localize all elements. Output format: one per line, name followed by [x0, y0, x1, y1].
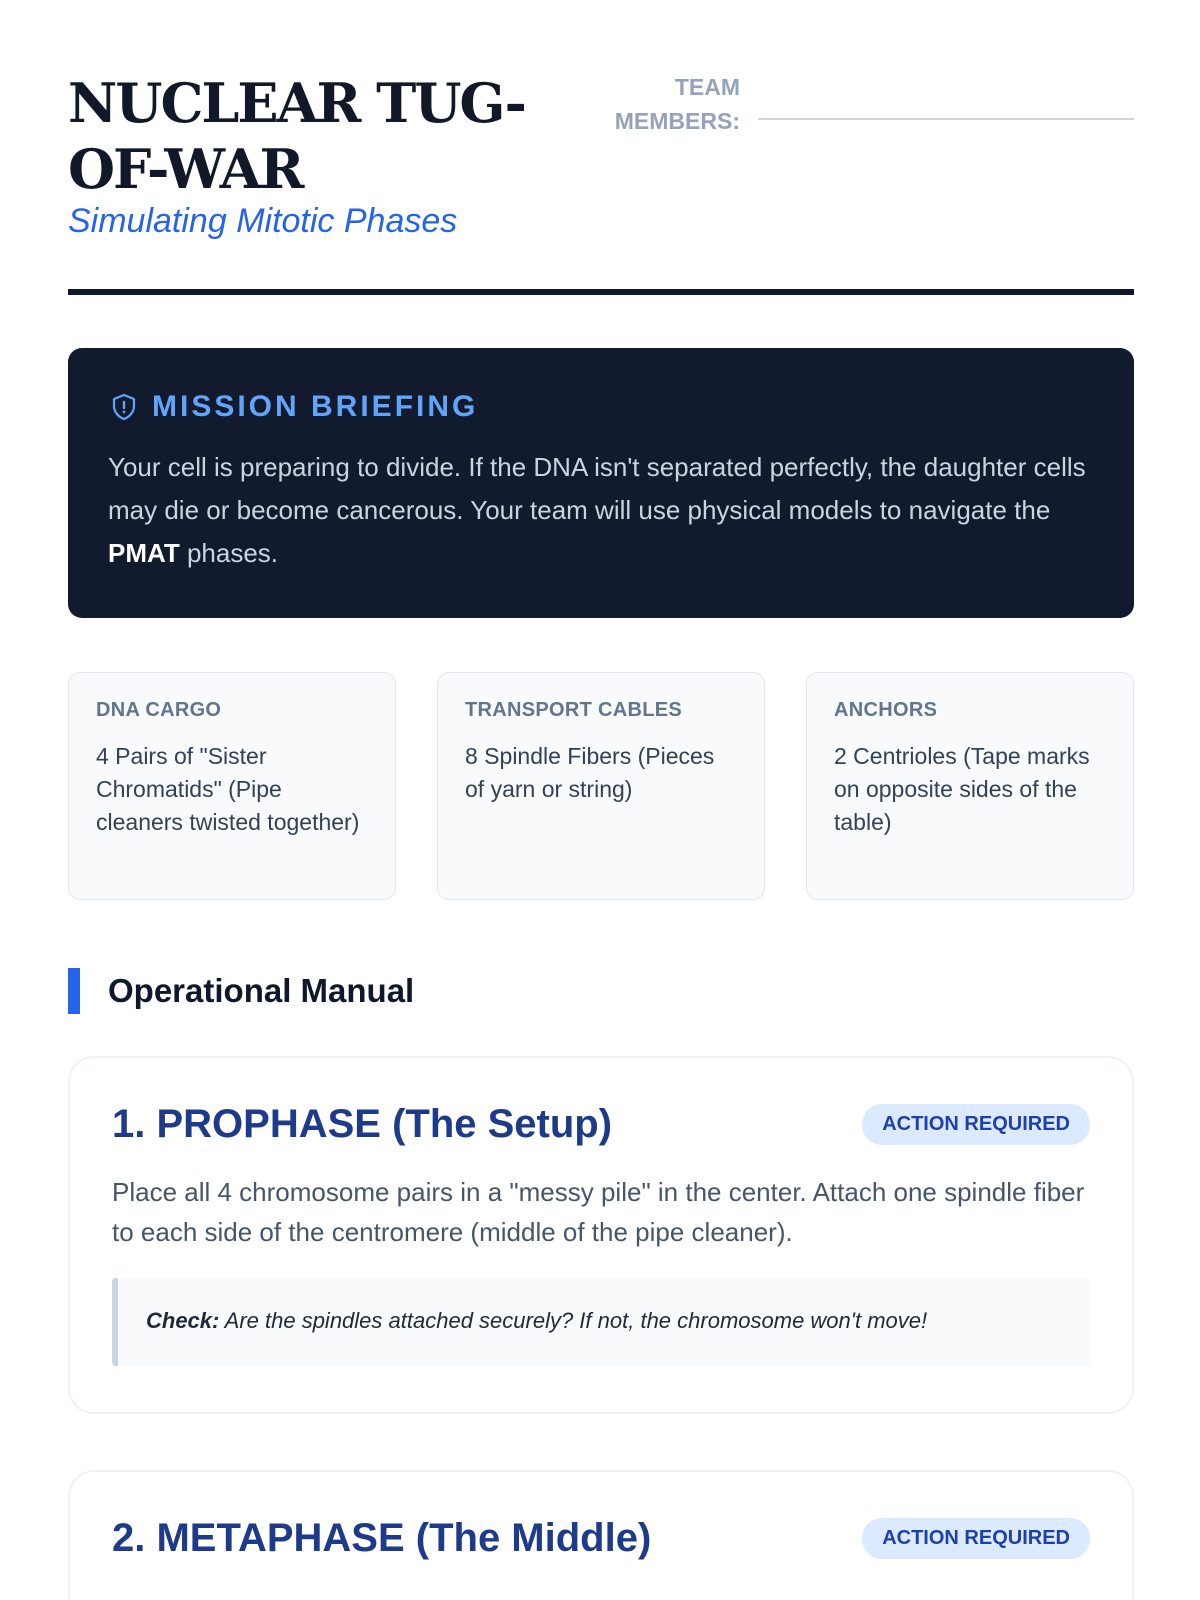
material-card-anchors [806, 672, 1134, 900]
phase-header [112, 1510, 1090, 1566]
phase-card-prophase [68, 1056, 1134, 1414]
material-title: ANCHORS [834, 699, 938, 721]
status-badge: ACTION REQUIRED [862, 1104, 1090, 1145]
section-header [68, 968, 414, 1014]
check-text: Are the spindles attached securely? If not, the chromosome won't move! [219, 1308, 928, 1333]
briefing-text-start: Your cell is preparing to divide. If the DNA isn't separated perfectly, the daughter cells may die or become cancerous. Your team will use physical models to navigate the [108, 452, 1086, 525]
phase-instructions: Place all 4 chromosome pairs in a "messy pile" in the center. Attach one spindle fiber to each side of the centromere (middle of the pipe cleaner). [112, 1177, 1085, 1247]
briefing-text-end: phases. [179, 538, 279, 568]
shield-icon [108, 391, 140, 423]
check-label: Check: [146, 1308, 220, 1333]
phase-title: 1. PROPHASE (The Setup) [112, 1101, 613, 1146]
materials-row [68, 672, 1134, 900]
phase-header [112, 1096, 1090, 1152]
briefing-text [108, 446, 1094, 575]
page-subtitle: Simulating Mitotic Phases [68, 202, 458, 240]
phase-card-metaphase [68, 1470, 1134, 1600]
material-card-dna-cargo [68, 672, 396, 900]
briefing-heading [108, 390, 1094, 424]
page-title: NUCLEAR TUG-OF-WAR [68, 71, 525, 201]
header [68, 70, 1134, 295]
mission-briefing-panel [68, 348, 1134, 618]
team-members-input-line[interactable] [758, 118, 1134, 120]
section-title: Operational Manual [108, 972, 415, 1009]
material-card-transport-cables [437, 672, 765, 900]
phase-title: 2. METAPHASE (The Middle) [112, 1515, 652, 1560]
material-title: DNA CARGO [96, 699, 222, 721]
material-description: 4 Pairs of "Sister Chromatids" (Pipe cleaners twisted together) [96, 743, 360, 835]
section-accent-bar [68, 968, 80, 1014]
status-badge: ACTION REQUIRED [862, 1518, 1090, 1559]
team-members-label: TEAM MEMBERS: [614, 74, 740, 134]
material-description: 8 Spindle Fibers (Pieces of yarn or string) [465, 743, 715, 802]
briefing-text-bold: PMAT [108, 538, 180, 568]
material-description: 2 Centrioles (Tape marks on opposite sides of the table) [834, 743, 1090, 835]
material-title: TRANSPORT CABLES [465, 699, 683, 721]
briefing-title: MISSION BRIEFING [152, 390, 479, 423]
check-callout [112, 1278, 1090, 1366]
